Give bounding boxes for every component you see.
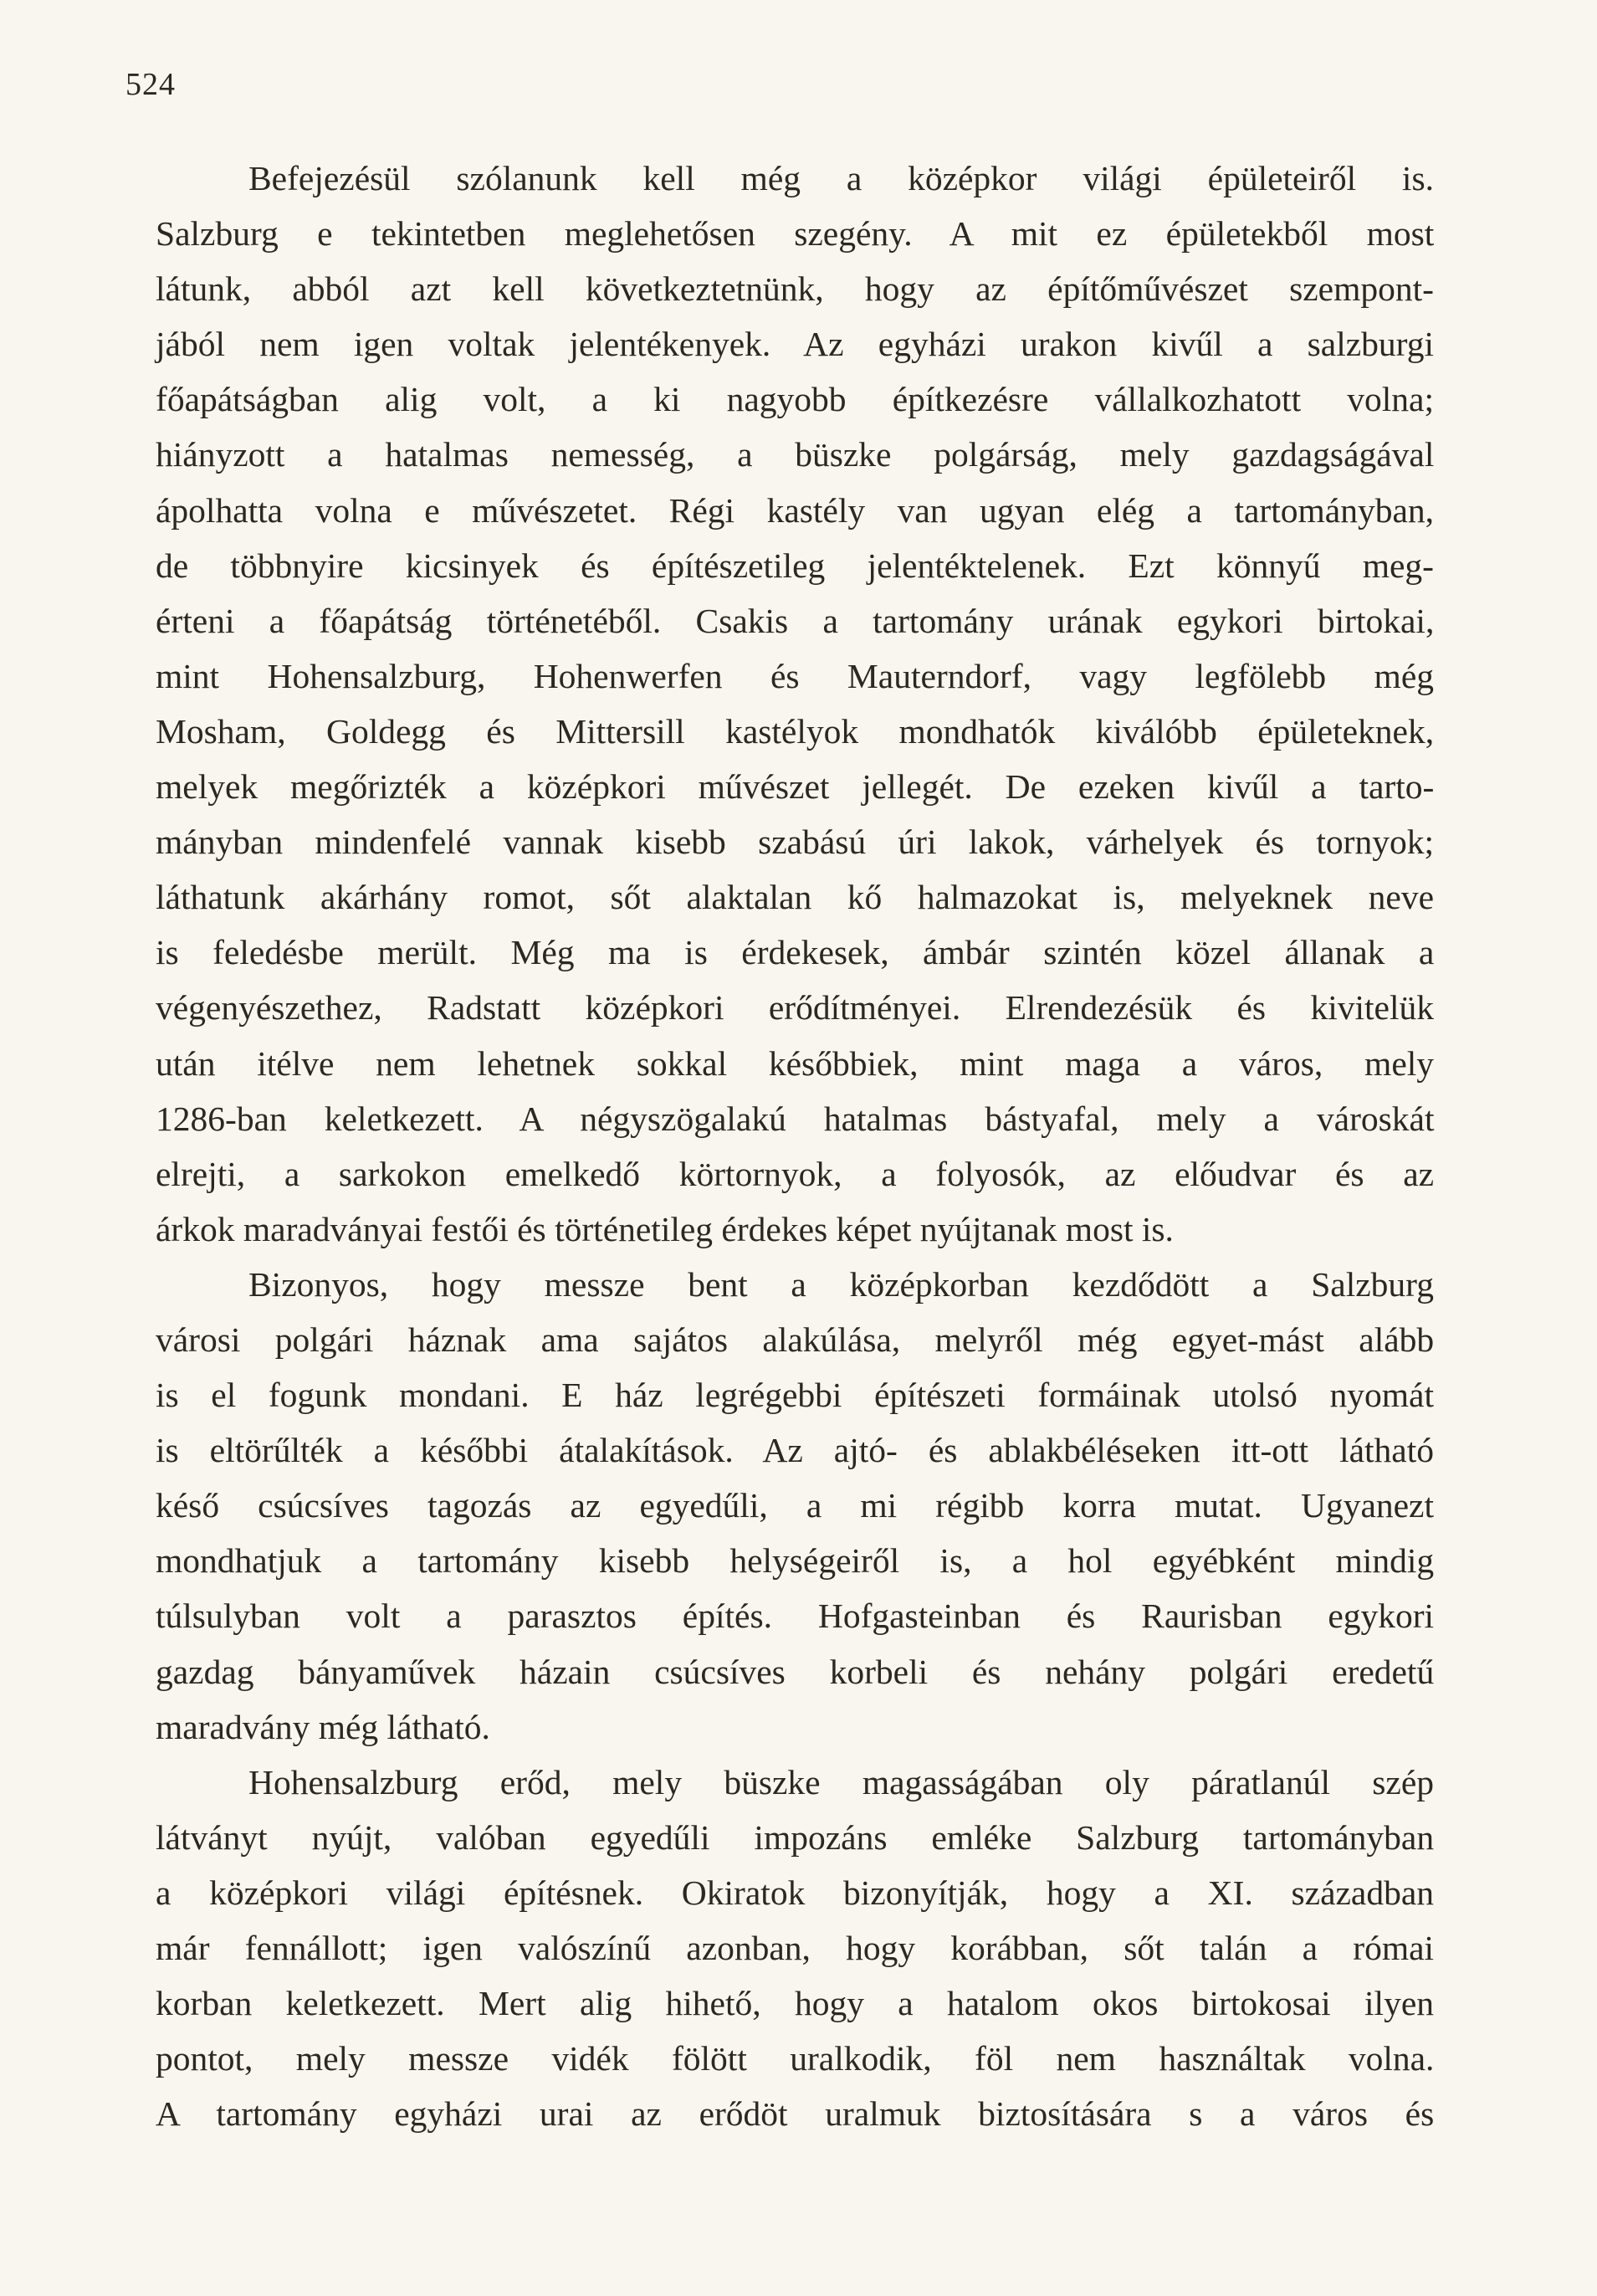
text-line: jából nem igen voltak jelentékenyek. Az egyházi urakon kivűl a salzburgi [156, 325, 1434, 364]
text-line: elrejti, a sarkokon emelkedő körtornyok, a folyosók, az előudvar és az [156, 1154, 1435, 1193]
text-line: mint Hohensalzburg, Hohenwerfen és Mauterndorf, vagy legfölebb még [156, 656, 1434, 695]
text-line: hiányzott a hatalmas nemesség, a büszke polgárság, mely gazdagságával [156, 435, 1435, 474]
paragraph-3 [156, 1755, 1434, 2142]
paragraph-2 [156, 1257, 1434, 1755]
text-line: késő csúcsíves tagozás az egyedűli, a mi régibb korra mutat. Ugyanezt [156, 1486, 1434, 1525]
text-line: is feledésbe merült. Még ma is érdekesek, ámbár szintén közel állanak a [156, 933, 1435, 972]
text-line: is eltörűlték a későbbi átalakítások. Az ajtó- és ablakbéléseken itt-ott látható [156, 1431, 1434, 1470]
text-line: városi polgári háznak ama sajátos alakúlása, melyről még egyet-mást alább [156, 1320, 1435, 1359]
text-line: láthatunk akárhány romot, sőt alaktalan kő halmazokat is, melyeknek neve [156, 878, 1434, 917]
text-line: után itélve nem lehetnek sokkal későbbiek, mint maga a város, mely [156, 1043, 1435, 1083]
text-line: érteni a főapátság történetéből. Csakis a tartomány urának egykori birtokai, [156, 601, 1435, 640]
text-line: gazdag bányaművek házain csúcsíves korbeli és nehány polgári eredetű [156, 1652, 1435, 1691]
paragraph-1 [156, 151, 1434, 1257]
text-line: árkok maradványai festői és történetileg érdekes képet nyújtanak most is. [156, 1209, 1174, 1248]
text-line: látványt nyújt, valóban egyedűli impozáns emléke Salzburg tartományban [156, 1817, 1435, 1857]
text-line: Salzburg e tekintetben meglehetősen szegény. A mit ez épületekből most [156, 214, 1435, 254]
text-line: Befejezésül szólanunk kell még a középkor világi épületeiről is. [248, 159, 1434, 197]
text-line: ápolhatta volna e művészetet. Régi kastély van ugyan elég a tartományban, [156, 490, 1434, 530]
text-line: túlsulyban volt a parasztos építés. Hofgasteinban és Raurisban egykori [156, 1596, 1435, 1636]
text-line: A tartomány egyházi urai az erődöt uralmuk biztosítására s a város és [156, 2094, 1435, 2134]
text-line: főapátságban alig volt, a ki nagyobb építkezésre vállalkozhatott volna; [156, 380, 1434, 419]
page-number: 524 [125, 67, 176, 102]
text-line: Mosham, Goldegg és Mittersill kastélyok mondhatók kiválóbb épületeknek, [156, 711, 1435, 751]
text-line: mondhatjuk a tartomány kisebb helységeiről is, a hol egyébként mindig [156, 1541, 1435, 1581]
text-line: végenyészethez, Radstatt középkori erődítményei. Elrendezésük és kivitelük [156, 988, 1434, 1028]
text-line: látunk, abból azt kell következtetnünk, hogy az építőművészet szempont- [156, 269, 1434, 309]
text-line: de többnyire kicsinyek és építészetileg jelentéktelenek. Ezt könnyű meg- [156, 546, 1434, 585]
text-line: is el fogunk mondani. E ház legrégebbi építészeti formáinak utolsó nyomát [156, 1376, 1434, 1415]
text-line: Hohensalzburg erőd, mely büszke magasságában oly páratlanúl szép [248, 1762, 1434, 1801]
text-line: maradvány még látható. [156, 1707, 490, 1746]
text-line: már fennállott; igen valószínű azonban, hogy korábban, sőt talán a római [156, 1929, 1435, 1967]
text-line: 1286-ban keletkezett. A négyszögalakú hatalmas bástyafal, mely a városkát [156, 1099, 1435, 1138]
text-line: melyek megőrizték a középkori művészet jellegét. De ezeken kivűl a tarto- [156, 767, 1435, 807]
text-line: korban keletkezett. Mert alig hihető, hogy a hatalom okos birtokosai ilyen [156, 1984, 1434, 2023]
text-line: a középkori világi építésnek. Okiratok bizonyítják, hogy a XI. században [156, 1873, 1435, 1912]
body-text [156, 151, 1434, 2141]
text-line: mányban mindenfelé vannak kisebb szabású úri lakok, várhelyek és tornyok; [156, 823, 1434, 862]
text-line: Bizonyos, hogy messze bent a középkorban kezdődött a Salzburg [248, 1264, 1434, 1304]
text-line: pontot, mely messze vidék fölött uralkodik, föl nem használtak volna. [156, 2039, 1435, 2078]
